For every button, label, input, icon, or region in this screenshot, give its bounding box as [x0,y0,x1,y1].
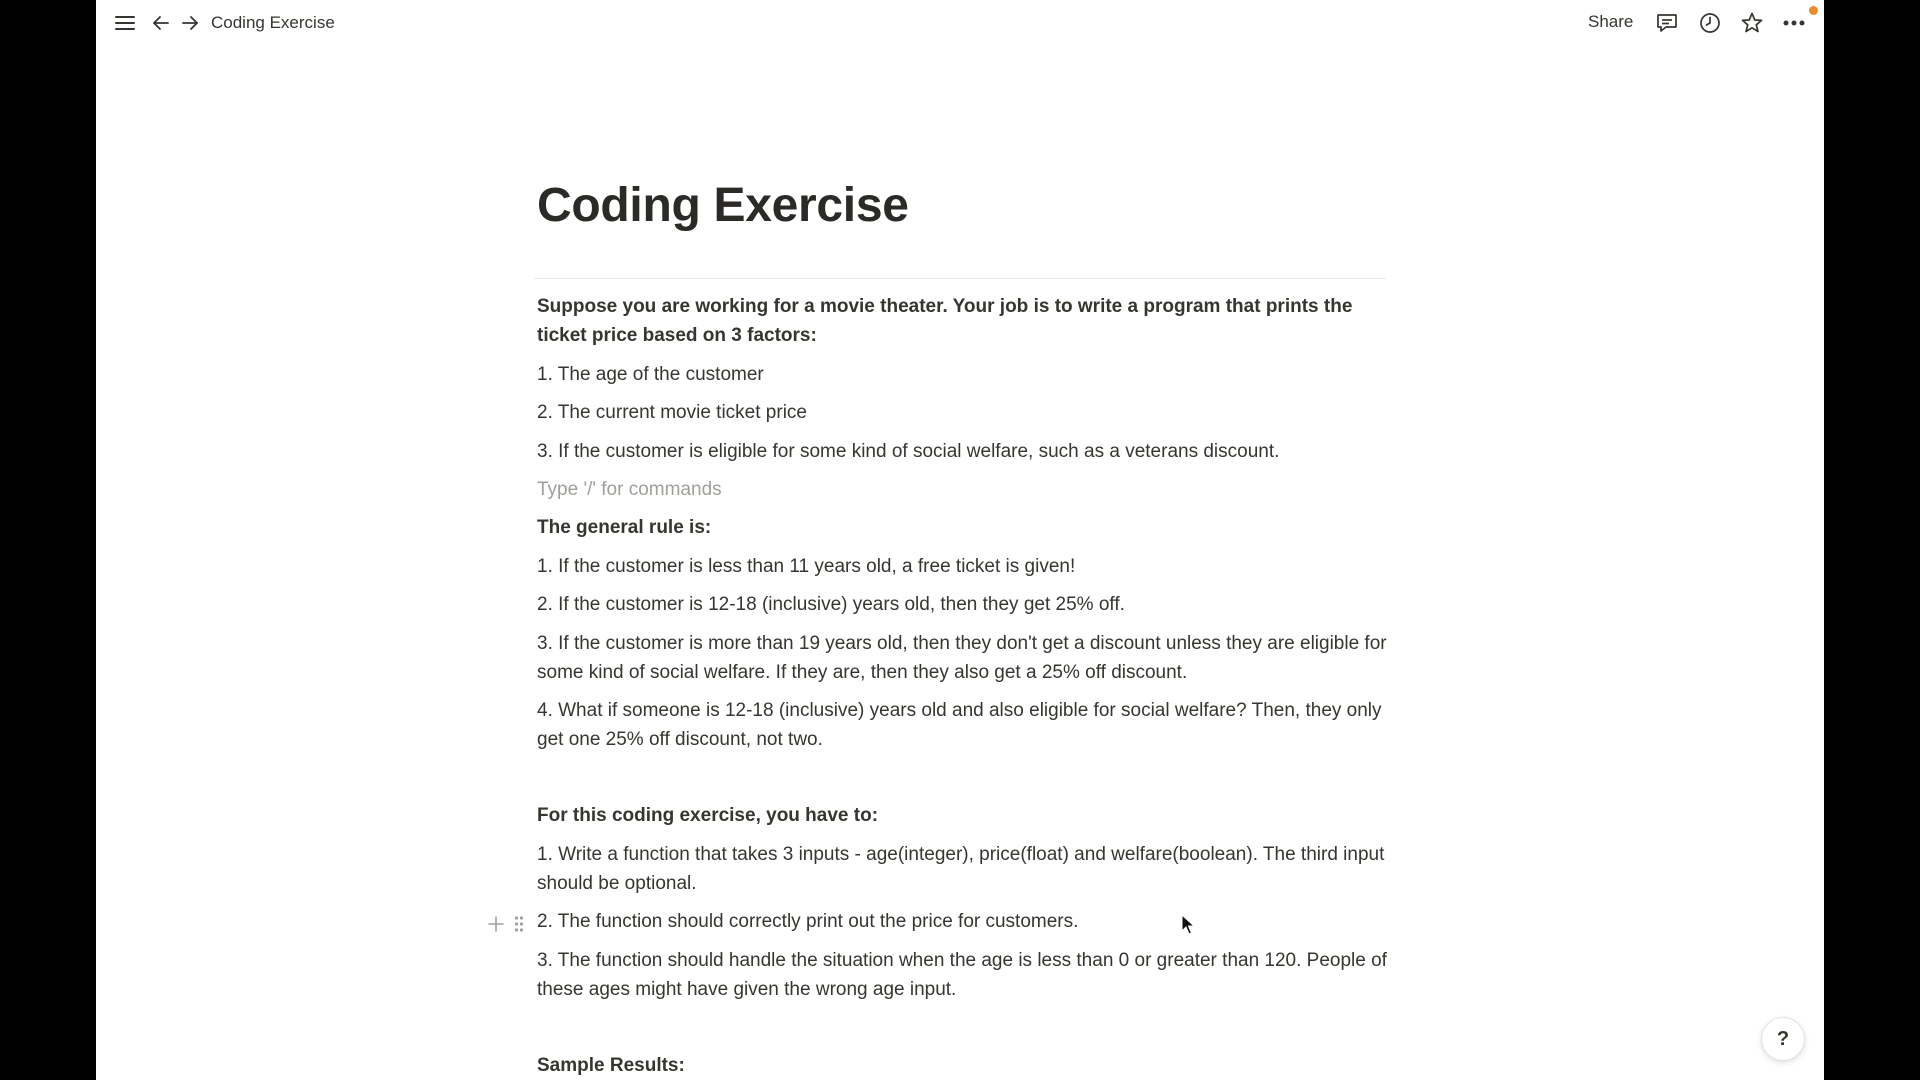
rule-item-3[interactable]: 3. If the customer is more than 19 years old, then they don't get a discount unless they are eligible for some kind of social welfare. If they are, then they also get a 25% off discount. [537,633,1387,683]
help-button[interactable]: ? [1761,1017,1805,1061]
mouse-pointer-icon [1181,914,1195,941]
rule-heading[interactable]: The general rule is: [537,517,712,538]
share-button[interactable]: Share [1588,12,1634,31]
top-bar [96,0,1824,45]
more-icon[interactable] [1781,10,1807,36]
add-block-plus-icon[interactable] [485,912,507,936]
notion-window [96,0,1824,1080]
block-handle [485,912,533,936]
rule-item-2[interactable]: 2. If the customer is 12-18 (inclusive) years old, then they get 25% off. [537,594,1125,615]
breadcrumb-page-title[interactable]: Coding Exercise [211,13,335,32]
rule-item-1[interactable]: 1. If the customer is less than 11 years old, a free ticket is given! [537,556,1076,577]
title-divider [534,278,1386,279]
clock-history-icon[interactable] [1697,10,1723,36]
factor-item-3[interactable]: 3. If the customer is eligible for some kind of social welfare, such as a veterans discount. [537,441,1280,462]
comment-icon[interactable] [1654,10,1680,36]
drag-handle-icon[interactable] [511,912,527,936]
sidebar-menu-icon[interactable] [112,10,138,36]
page-title[interactable]: Coding Exercise [537,179,909,232]
star-icon[interactable] [1739,10,1765,36]
forward-arrow-icon[interactable] [177,10,203,36]
factor-item-1[interactable]: 1. The age of the customer [537,364,764,385]
back-arrow-icon[interactable] [148,10,174,36]
task-item-3[interactable]: 3. The function should handle the situation when the age is less than 0 or greater than 120. People of these ages might have given the wrong age input. [537,950,1387,1000]
task-item-1[interactable]: 1. Write a function that takes 3 inputs - age(integer), price(float) and welfare(boolean). The third input should be optional. [537,844,1385,894]
sample-results-heading[interactable]: Sample Results: [537,1055,685,1076]
task-item-2[interactable]: 2. The function should correctly print out the price for customers. [537,911,1079,932]
intro-paragraph[interactable]: Suppose you are working for a movie theater. Your job is to write a program that prints the ticket price based on 3 factors: [537,296,1353,346]
empty-block-placeholder[interactable]: Type '/' for commands [537,479,722,500]
factor-item-2[interactable]: 2. The current movie ticket price [537,402,807,423]
rule-item-4[interactable]: 4. What if someone is 12-18 (inclusive) years old and also eligible for social welfare? Then, they only get one 25% off discount, not two. [537,700,1382,750]
notification-dot [1809,6,1818,15]
task-heading[interactable]: For this coding exercise, you have to: [537,805,879,826]
